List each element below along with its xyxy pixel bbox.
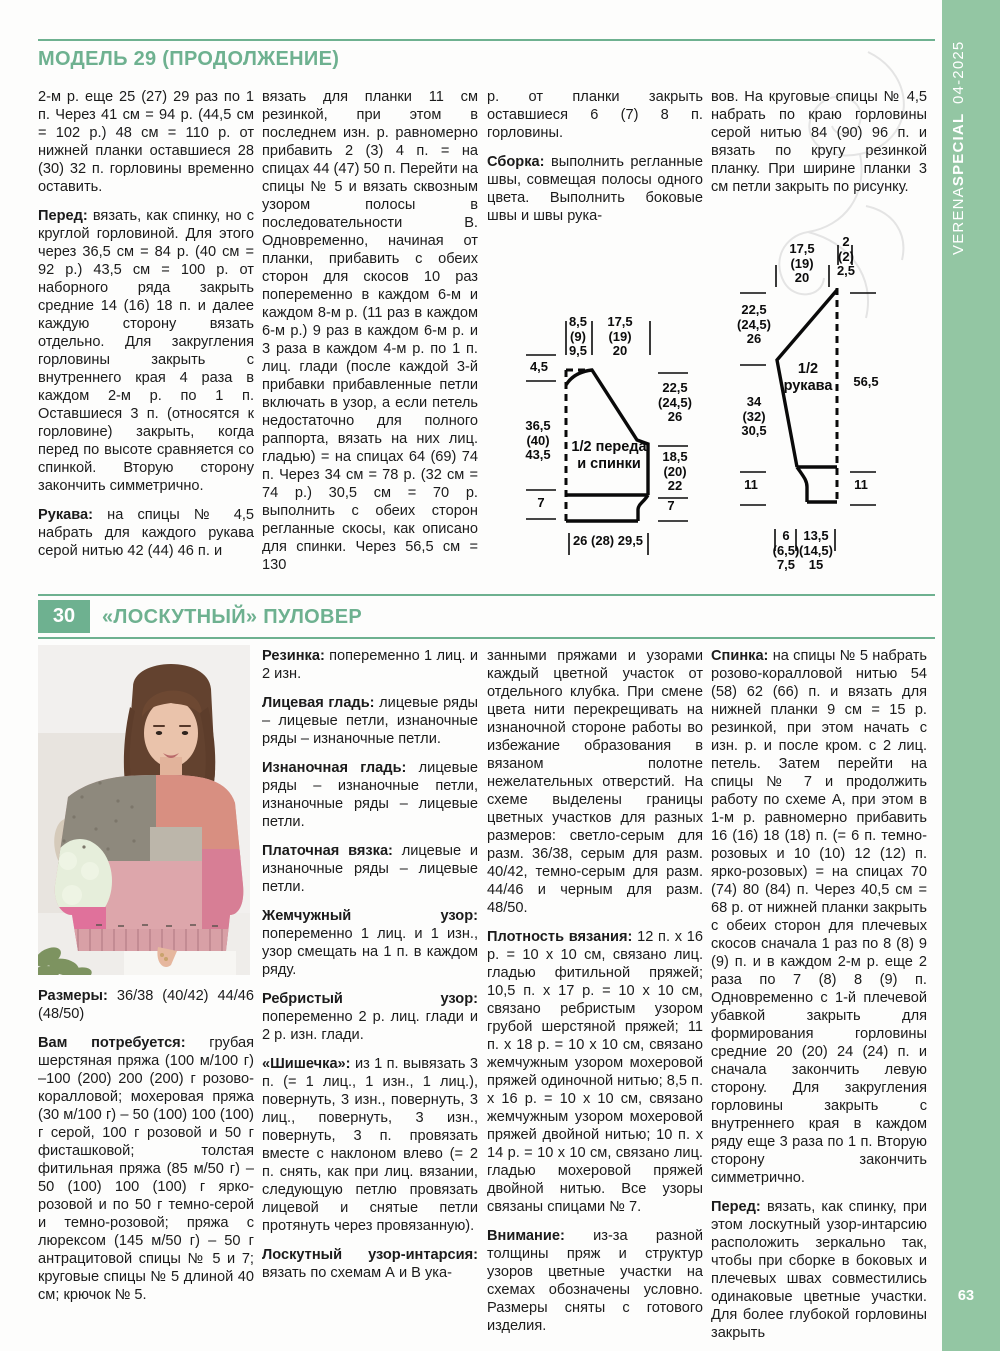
schematic-sleeve [718,233,935,585]
run-in-heading: Размеры: [38,988,108,1004]
header-rule [38,39,935,41]
paragraph: вязать для планки 11 см резинкой, при этом в последнем изн. р. равномерно прибавить 2 (3) 4 п. = на спицах 44 (47) 50 п. Перейти на спицы № 5 и вязать сквозным узором полосы в последовательности В. Одновременно, начиная от планки, прибавить с обеих сторон для скосов 10 раз попеременно в каждом 6-м и каждом 8-м р. (11 раз в каждом 6-м р.) 9 раз в каждом 6-м р. и 3 раза в каждом 4-м р. по 1 п. лиц. глади (после каждой 3-й прибавки прибавленные петли включать в узор, а если петель недостаточно для полного раппорта, вязать на них лиц. гладью) = на спицах 64 (69) 74 п. Через 34 см = 78 р. (32 см = 74 р.) 30,5 см = 70 р. выполнить с обеих сторон регланные скосы, как описано для спинки. Через 56,5 см = 130 [262,89,478,573]
measure-label: 11 [744,477,758,492]
paragraph: р. от планки закрыть оставшиеся 6 (7) 8 п. горловины. [487,89,703,141]
schematic-caption: 1/2 переда и спинки [571,439,647,472]
brand-issue: 04-2025 [950,40,967,104]
paragraph: вов. На круговые спицы № 4,5 набрать по краю горловины серой нитью 84 (90) 96 п. и вязать по кругу резинкой планку. При ширине планки 3 см петли закрыть по рисунку. [711,89,927,195]
paragraph: Размеры: 36/38 (40/42) 44/46 (48/50) [38,988,255,1022]
section30-title: «ЛОСКУТНЫЙ» ПУЛОВЕР [102,606,363,628]
measure-label: 17,5 (19) 20 [607,314,633,358]
measure-label: 18,5 (20) 22 [662,449,688,493]
m29-column-1 [38,88,254,571]
s30-column-1 [38,987,254,1315]
s30-column-4 [711,647,927,1351]
paragraph: Спинка: на спицы № 5 набрать розово-коралловой нитью 54 (58) 62 (66) п. и вязать для нижней планки 9 см = 15 р. резинкой, при этом начать с изн. р. и после кром. с 2 лиц. петель. Затем перейти на спицы № 7 и продолжить работу по схеме А, при этом в 1-м р. равномерно прибавить 16 (16) 18 (18) п. (= 6 п. темно-розовых и 10 (10) 12 (12) п. ярко-розовых) = на спицах 70 (74) 80 (84) п. Через 40,5 см = 68 р. от нижней планки закрыть с обеих сторон для плечевых скосов сначала 1 раз по 8 (8) 9 (9) п. и в каждом 2-м р. еще 2 раза по 7 (8) 8 (9) п. Одновременно с 1-й плечевой убавкой закрыть для формирования горловины средние 20 (20) 24 (24) п. и сначала закончить левую сторону. Для закругления горловины закрыть с внутреннего края в каждом ряду еще 3 раза по 1 п. Вторую сторону закончить симметрично. [711,648,927,1186]
measure-label: 36,5 (40) 43,5 [525,418,551,462]
model-number-badge: 30 [38,600,90,633]
measure-label: 6 (6,5) 7,5 [772,528,800,572]
schematic-body [490,243,706,588]
run-in-heading: Спинка: [711,648,769,664]
paragraph: «Шишечка»: из 1 п. вывязать 3 п. (= 1 лиц., 1 изн., 1 лиц.), повернуть, 3 изн., повернуть, 3 лиц., повернуть, 3 изн., повернуть, 3 п. провязать вместе с наклоном влево (= 2 п. снять, как при лиц. вязании, следующую петлю провязать лицевой и снятые петли протянуть через провязанную). [262,1056,478,1234]
measure-label: 34 (32) 30,5 [741,394,767,438]
measure-label: 7 [537,495,545,510]
run-in-heading: Платочная вязка: [262,843,393,859]
paragraph: Жемчужный узор: попеременно 1 лиц. и 1 изн., узор смещать на 1 п. в каждом ряду. [262,908,478,978]
measure-label: 13,5 (14,5) 15 [799,528,833,572]
measure-label: 56,5 [853,374,879,389]
paragraph: Изнаночная гладь: лицевые ряды – изнаночные петли, изнаночные ряды – лицевые петли. [262,760,478,830]
paragraph: Вам потребуется: грубая шерстяная пряжа (100 м/100 г) –100 (200) 200 (200) г розово-коралловой; мохеровая пряжа (30 м/100 г) – 50 (100) 100 (100) г серой, 100 г розовой и 50 г фисташковой; толстая фитильная пряжа (85 м/50 г) – 50 (100) 100 (100) г ярко-розовой и по 50 г темно-серой и темно-розовой; пряжа с люрексом (145 м/50 г) – 50 г антрацитовой спицы № 5 и 7; круговые спицы № 5 длиной 40 см; крючок № 5. [38,1035,254,1303]
measure-label: 4,5 [529,359,549,374]
run-in-heading: Перед: [38,208,88,224]
page-number: 63 [957,1288,975,1304]
run-in-heading: Жемчужный узор: [262,908,478,924]
run-in-heading: Рукава: [38,507,94,523]
s30-column-2 [262,647,478,1293]
section-rule [38,594,935,596]
paragraph: Ребристый узор: попеременно 2 р. лиц. глади и 2 р. изн. глади. [262,991,478,1043]
paragraph: Перед: вязать, как спинку, но с круглой горловиной. Для этого через 36,5 см = 84 р. (40 см = 92 р.) 43,5 см = 100 р. от наборного ряда закрыть средние 14 (16) 18 п. и далее каждую сторону вязать отдельно. Для закругления горловины закрыть с внутреннего края 4 раза в каждом 2-м р. по 1 п. Оставшиеся 3 п. (относятся к горловине) закрыть, когда перед по высоте сравняется со спинкой. Вторую сторону закончить симметрично. [38,208,254,494]
paragraph: Рукава: на спицы № 4,5 набрать для каждого рукава серой нитью 42 (44) 46 п. и [38,507,254,559]
paragraph: Резинка: попеременно 1 лиц. и 2 изн. [262,648,478,682]
paragraph: занными пряжами и узорами каждый цветной участок от отдельного клубка. При смене цвета нити перекрещивать на изнаночной стороне работы во избежание образования в вязаном полотне нежелательных отверстий. На схеме выделены границы цветных участков для разных размеров: светло-серым для разм. 36/38, серым для разм. 40/42, темно-серым для разм. 44/46 и черным для разм. 48/50. [487,648,703,916]
run-in-heading: Ребристый узор: [262,991,478,1007]
run-in-heading: Сборка: [487,154,545,170]
measure-label: 17,5 (19) 20 [789,241,815,285]
m29-column-3 [487,88,703,236]
s30-column-3 [487,647,703,1346]
run-in-heading: Лицевая гладь: [262,695,375,711]
run-in-heading: Изнаночная гладь: [262,760,407,776]
measure-label: 22,5 (24,5) 26 [658,380,692,424]
run-in-heading: Лоскутный узор-интарсия: [262,1247,478,1263]
brand-name: VERENA [950,186,967,255]
m29-column-4 [711,88,927,207]
magazine-brand [950,40,967,255]
paragraph: Сборка: выполнить регланные швы, совмещая полосы одного цвета. Выполнить боковые швы и швы рука- [487,154,703,224]
model-photo [38,645,250,975]
brand-name-bold: SPECIAL [950,112,967,187]
measure-label: 22,5 (24,5) 26 [737,302,771,346]
measure-label: 2 (2) 2,5 [836,234,856,278]
run-in-heading: Плотность вязания: [487,929,633,945]
measure-label: 11 [854,477,868,492]
paragraph: Перед: вязать, как спинку, при этом лоскутный узор-интарсию расположить зеркально так, чтобы при сборке в боковых и плечевых швах совместились одинаковые цветные участки. Для более глубокой горловины закрыть [711,1199,927,1341]
run-in-heading: Перед: [711,1199,761,1215]
measure-label: 26 (28) 29,5 [572,533,644,548]
run-in-heading: «Шишечка»: [262,1056,351,1072]
run-in-heading: Резинка: [262,648,325,664]
paragraph: Внимание: из-за разной толщины пряж и структур узоров цветные участки на схемах обозначены условно. Размеры сняты с готового изделия. [487,1228,703,1334]
measure-label: 8,5 (9) 9,5 [568,314,588,358]
paragraph: Платочная вязка: лицевые и изнаночные ряды – лицевые петли. [262,843,478,895]
paragraph: 2-м р. еще 25 (27) 29 раз по 1 п. Через 41 см = 94 р. (44,5 см = 102 р.) 48 см = 110 р. от нижней планки оставшиеся 28 (30) 32 п. горловины временно оставить. [38,89,254,195]
m29-column-2 [262,88,478,585]
schematic-caption: 1/2 рукава [783,361,833,394]
measure-label: 7 [667,498,675,513]
paragraph: Плотность вязания: 12 п. х 16 р. = 10 х 10 см, связано лиц. гладью фитильной пряжей; 10,5 п. х 17 р. = 10 х 10 см, связано ребристым узором грубой шерстяной пряжей; 11 п. х 18 р. = 10 х 10 см, связано жемчужным узором мохеровой пряжей одиночной нитью; 8,5 п. х 16 р. = 10 х 10 см, связано жемчужным узором мохеровой пряжей двойной нитью; 10 п. х 14 р. = 10 х 10 см, связано лиц. гладью мохеровой пряжей двойной нитью. Все узоры связаны спицами № 7. [487,929,703,1215]
run-in-heading: Внимание: [487,1228,565,1244]
run-in-heading: Вам потребуется: [38,1035,186,1051]
paragraph: Лицевая гладь: лицевые ряды – лицевые петли, изнаночные ряды – изнаночные петли. [262,695,478,747]
model29-title: МОДЕЛЬ 29 (ПРОДОЛЖЕНИЕ) [38,48,340,70]
section-rule [38,637,935,639]
paragraph: Лоскутный узор-интарсия: вязать по схемам А и В ука- [262,1247,478,1281]
